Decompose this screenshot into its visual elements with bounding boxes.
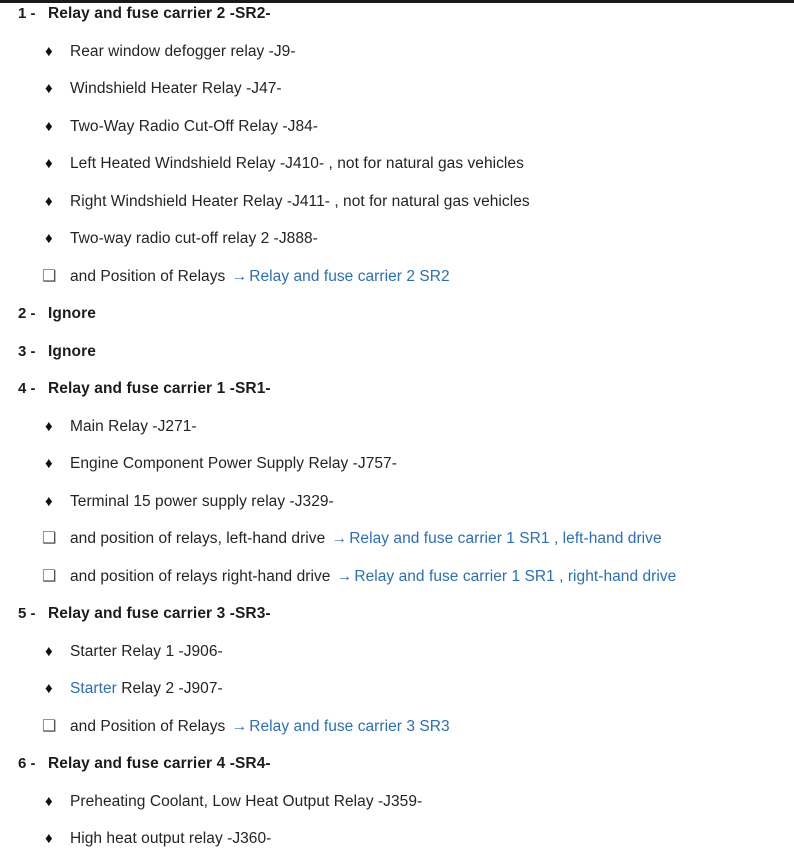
- diamond-bullet-icon: [0, 831, 70, 846]
- list-item: [0, 793, 794, 831]
- diamond-bullet-icon: [0, 644, 70, 659]
- list-item-label: [70, 680, 223, 698]
- entry-title: Ignore: [48, 342, 96, 360]
- list-item-text: and position of relays, left-hand drive: [70, 530, 330, 547]
- entry-number: 1 -: [18, 5, 36, 22]
- square-bullet-icon: [0, 269, 70, 285]
- entry-number: 2 -: [18, 305, 36, 322]
- list-item-link: [0, 530, 794, 568]
- list-item-label: Right Windshield Heater Relay -J411- , not for natural gas vehicles: [70, 192, 530, 210]
- diamond-bullet-icon: [0, 419, 70, 434]
- entry-title: Relay and fuse carrier 2 -SR2-: [48, 5, 271, 22]
- cross-reference-link[interactable]: Relay and fuse carrier 2 SR2: [249, 267, 450, 285]
- list-item-link: [0, 568, 794, 606]
- diamond-bullet-icon: [0, 794, 70, 809]
- list-item: [0, 418, 794, 456]
- entry-title: Relay and fuse carrier 4 -SR4-: [48, 755, 271, 772]
- list-item-text: and Position of Relays: [70, 717, 230, 735]
- list-item-text: and Position of Relays: [70, 267, 230, 285]
- list-item-label: Two-Way Radio Cut-Off Relay -J84-: [70, 117, 318, 135]
- list-item-label: Starter Relay 1 -J906-: [70, 642, 223, 660]
- list-item-link: [0, 268, 794, 306]
- list-item: [0, 155, 794, 193]
- list-item: [0, 455, 794, 493]
- list-item-label: Two-way radio cut-off relay 2 -J888-: [70, 230, 318, 247]
- list-entry: [0, 5, 794, 43]
- list-entry: [0, 755, 794, 793]
- list-entry: [0, 305, 794, 343]
- square-bullet-icon: [0, 531, 70, 547]
- list-item-label: [70, 268, 450, 286]
- arrow-icon: →: [231, 267, 248, 285]
- list-item: [0, 680, 794, 718]
- square-bullet-icon: [0, 719, 70, 735]
- entry-number: 3 -: [18, 342, 36, 360]
- list-item-label: [70, 568, 676, 586]
- list-item-label: Main Relay -J271-: [70, 417, 197, 435]
- list-item: [0, 493, 794, 531]
- list-item-link: [0, 718, 794, 756]
- list-item: [0, 230, 794, 268]
- arrow-icon: →: [336, 567, 353, 585]
- cross-reference-link[interactable]: Relay and fuse carrier 3 SR3: [249, 717, 450, 735]
- list-item-label: Terminal 15 power supply relay -J329-: [70, 492, 334, 510]
- list-item: [0, 118, 794, 156]
- list-item-label: Windshield Heater Relay -J47-: [70, 80, 282, 97]
- diamond-bullet-icon: [0, 81, 70, 96]
- list-item-label: Preheating Coolant, Low Heat Output Relay -J359-: [70, 792, 423, 810]
- entry-title: Ignore: [48, 305, 96, 322]
- list-item-label: High heat output relay -J360-: [70, 830, 272, 847]
- diamond-bullet-icon: [0, 156, 70, 171]
- list-item-label: [70, 530, 662, 548]
- list-item-label: Left Heated Windshield Relay -J410- , not for natural gas vehicles: [70, 155, 524, 172]
- diamond-bullet-icon: [0, 44, 70, 59]
- entry-number: 5 -: [18, 605, 36, 622]
- list-item: [0, 43, 794, 81]
- entry-title: Relay and fuse carrier 3 -SR3-: [48, 605, 271, 622]
- list-entry: [0, 380, 794, 418]
- list-item: [0, 80, 794, 118]
- component-list: [0, 3, 794, 868]
- cross-reference-link[interactable]: Relay and fuse carrier 1 SR1 , left-hand drive: [349, 530, 662, 547]
- list-item-label: [70, 718, 450, 736]
- cross-reference-link[interactable]: Relay and fuse carrier 1 SR1 , right-hand drive: [354, 567, 677, 585]
- entry-title: Relay and fuse carrier 1 -SR1-: [48, 380, 271, 397]
- arrow-icon: →: [331, 530, 348, 547]
- entry-number: 4 -: [18, 380, 36, 397]
- list-item: [0, 193, 794, 231]
- list-item-label: Engine Component Power Supply Relay -J757-: [70, 455, 397, 472]
- diamond-bullet-icon: [0, 494, 70, 509]
- square-bullet-icon: [0, 569, 70, 585]
- list-item: [0, 643, 794, 681]
- diamond-bullet-icon: [0, 194, 70, 209]
- list-item-text: Relay 2 -J907-: [116, 680, 223, 697]
- arrow-icon: →: [231, 717, 248, 735]
- diamond-bullet-icon: [0, 231, 70, 246]
- entry-number: 6 -: [18, 755, 36, 772]
- diamond-bullet-icon: [0, 681, 70, 696]
- list-item-text: and position of relays right-hand drive: [70, 567, 335, 585]
- list-entry: [0, 343, 794, 381]
- starter-link[interactable]: Starter: [70, 680, 117, 697]
- list-item-label: Rear window defogger relay -J9-: [70, 42, 296, 60]
- list-entry: [0, 605, 794, 643]
- diamond-bullet-icon: [0, 119, 70, 134]
- diamond-bullet-icon: [0, 456, 70, 471]
